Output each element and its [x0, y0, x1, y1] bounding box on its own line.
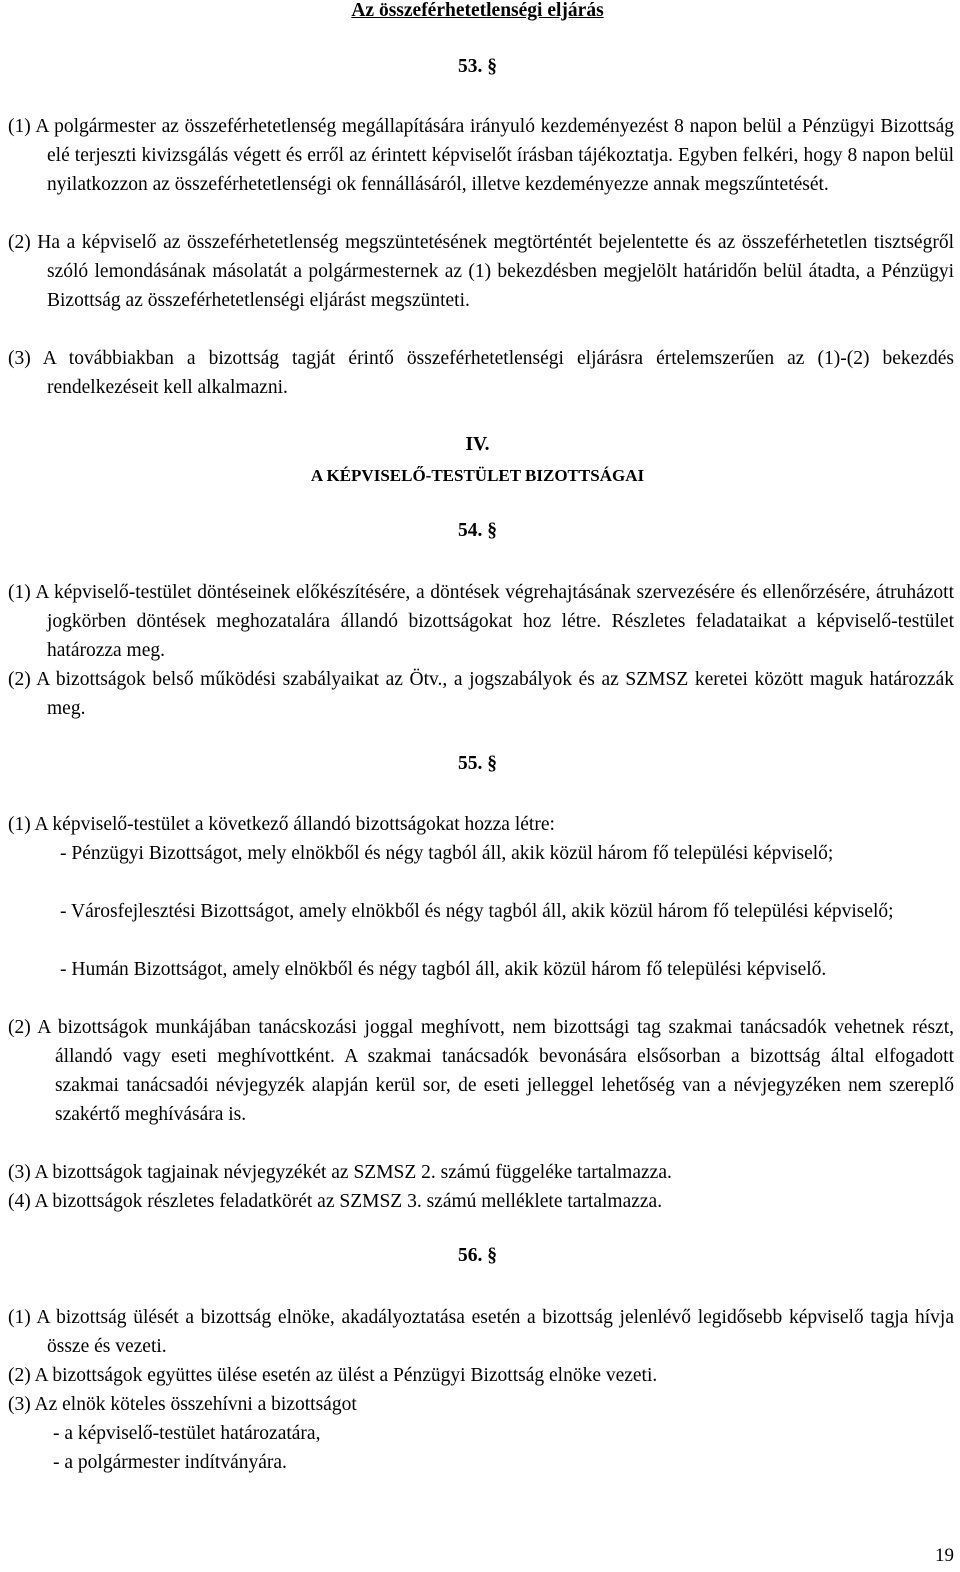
chapter-number: IV. [465, 434, 490, 455]
convening-item: - a polgármester indítványára. [53, 1452, 287, 1473]
page-number: 19 [935, 1545, 954, 1566]
sec53-paragraph-2: (2) Ha a képviselő az összeférhetetlenség megszüntetésének megtörténtét bejelentette és az összeférhetetlen tisztségről szóló lemondásának másolatát a polgármesternek az (1) bekezdésben megjelölt határidőn belül átadta, a Pénzügyi Bizottság az összeférhetetlenségi eljárást megszünteti. [8, 232, 954, 311]
sec56-paragraph-2: (2) A bizottságok együttes ülése esetén az ülést a Pénzügyi Bizottság elnöke vezeti. [8, 1365, 658, 1386]
sec53-paragraph-3: (3) A továbbiakban a bizottság tagját érintő összeférhetetlenségi eljárásra értelemszerűen az (1)-(2) bekezdés rendelkezéseit kell alkalmazni. [8, 348, 954, 398]
committee-item: - Humán Bizottságot, amely elnökből és négy tagból áll, akik közül három fő települési képviselő. [60, 959, 827, 980]
sec53-paragraph-1: (1) A polgármester az összeférhetetlenség megállapítására irányuló kezdeményezést 8 napon belül a Pénzügyi Bizottság elé terjeszti kivizsgálás végett és erről az érintett képviselőt írásban tájékoztatja. Egyben felkéri, hogy 8 napon belül nyilatkozzon az összeférhetetlenségi ok fennállásáról, illetve kezdeményezze annak megszűntetését. [8, 116, 954, 195]
sec54-paragraph-1: (1) A képviselő-testület döntéseinek előkészítésére, a döntések végrehajtásának szervezésére és ellenőrzésére, átruházott jogkörben döntések meghozatalára állandó bizottságokat hoz létre. Részletes feladataikat a képviselő-testület határozza meg. [8, 582, 954, 661]
section-heading: Az összeférhetetlenségi eljárás [351, 0, 604, 21]
sec55-paragraph-2: (2) A bizottságok munkájában tanácskozási joggal meghívott, nem bizottsági tag szakmai tanácsadók vehetnek részt, állandó vagy eseti meghívottként. A szakmai tanácsadók bevonására elsősorban a bizottság által elfogadott szakmai tanácsadói névjegyzék alapján kerül sor, de eseti jelleggel lehetőség van a névjegyzéken nem szereplő szakértő meghívására is. [8, 1017, 954, 1125]
sec56-paragraph-3: (3) Az elnök köteles összehívni a bizottságot [8, 1394, 357, 1415]
convening-item: - a képviselő-testület határozatára, [53, 1423, 321, 1444]
sec56-paragraph-1: (1) A bizottság ülését a bizottság elnöke, akadályoztatása esetén a bizottság jelenlévő legidősebb képviselő tagja hívja össze és vezeti. [8, 1307, 954, 1357]
paragraph-number-55: 55. § [458, 753, 497, 774]
paragraph-number-54: 54. § [458, 520, 497, 541]
sec54-paragraph-2: (2) A bizottságok belső működési szabályaikat az Ötv., a jogszabályok és az SZMSZ keretei között maguk határozzák meg. [8, 669, 954, 719]
committee-item: - Városfejlesztési Bizottságot, amely elnökből és négy tagból áll, akik közül három fő települési képviselő; [60, 901, 894, 922]
paragraph-number-53: 53. § [458, 56, 497, 77]
sec55-paragraph-3: (3) A bizottságok tagjainak névjegyzékét az SZMSZ 2. számú függeléke tartalmazza. [8, 1162, 672, 1183]
sec55-paragraph-4: (4) A bizottságok részletes feladatkörét az SZMSZ 3. számú melléklete tartalmazza. [8, 1191, 663, 1212]
chapter-title: A KÉPVISELŐ-TESTÜLET BIZOTTSÁGAI [310, 466, 645, 485]
committee-item: - Pénzügyi Bizottságot, mely elnökből és négy tagból áll, akik közül három fő települési képviselő; [60, 843, 834, 864]
sec55-paragraph-1: (1) A képviselő-testület a következő állandó bizottságokat hozza létre: [8, 814, 555, 835]
paragraph-number-56: 56. § [458, 1245, 497, 1266]
